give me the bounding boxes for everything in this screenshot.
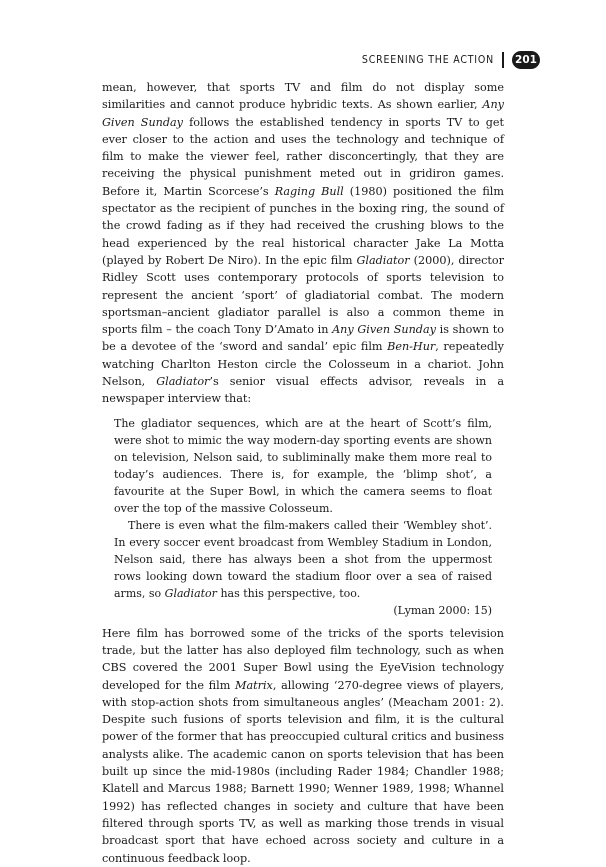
body-text	[102, 79, 504, 867]
page-number: 201	[512, 51, 540, 69]
paragraph-1: mean, however, that sports TV and film do not display some similarities and cannot produce hybridic texts. As shown earlier, Any Given Sunday follows the established tendency in sports TV to get ever closer to the action and uses the technology and technique of film to make the viewer feel, rather disconcertingly, that they are receiving the physical punishment meted out in gridiron games. Before it, Martin Scorcese’s Raging Bull (1980) positioned the film spectator as the recipient of punches in the boxing ring, the sound of the crowd fading as if they had received the crushing blows to the head experienced by the real historical character Jake La Motta (played by Robert De Niro). In the epic film Gladiator (2000), director Ridley Scott uses contemporary protocols of sports television to represent the ancient ‘sport’ of gladiatorial combat. The modern sportsman–ancient gladiator parallel is also a common theme in sports film – the coach Tony D’Amato in Any Given Sunday is shown to be a devotee of the ‘sword and sandal’ epic film Ben-Hur, repeatedly watching Charlton Heston circle the Colosseum in a chariot. John Nelson, Gladiator’s senior visual effects advisor, reveals in a newspaper interview that:	[102, 81, 504, 406]
quote-paragraph-2: There is even what the film-makers called their ‘Wembley shot’. In every soccer event broadcast from Wembley Stadium in London, Nelson said, there has always been a shot from the uppermost rows looking down toward the stadium floor over a sea of raised arms, so Gladiator has this perspective, too.	[114, 518, 492, 600]
film-title: Gladiator	[156, 375, 210, 389]
block-quote	[114, 415, 492, 619]
quote-citation: (Lyman 2000: 15)	[393, 603, 492, 617]
film-title: Raging Bull	[274, 184, 344, 198]
quote-paragraph-1: The gladiator sequences, which are at the heart of Scott’s film, were shot to mimic the way modern-day sporting events are shown on television, Nelson said, to subliminally make them more real to today’s audiences. There is, for example, the ‘blimp shot’, a favourite at the Super Bowl, in which the camera seems to float over the top of the massive Colosseum.	[114, 416, 492, 515]
film-title: Ben-Hur	[387, 340, 436, 354]
film-title: Gladiator	[164, 586, 217, 600]
page-header	[362, 47, 540, 73]
film-title: Any Given Sunday	[332, 323, 436, 337]
paragraph-2: Here film has borrowed some of the tricks of the sports television trade, but the latter has also deployed film technology, such as when CBS covered the 2001 Super Bowl using the EyeVision technology developed for the film Matrix, allowing ‘270-degree views of players, with stop-action shots from simultaneous angles’ (Meacham 2001: 2). Despite such fusions of sports television and film, it is the cultural power of the former that has preoccupied cultural critics and business analysts alike. The academic canon on sports television that has been built up since the mid-1980s (including Rader 1984; Chandler 1988; Klatell and Marcus 1988; Barnett 1990; Wenner 1989, 1998; Whannel 1992) has reflected changes in society and culture that have been filtered through sports TV, as well as marking those trends in visual broadcast sport that have echoed across society and culture in a continuous feedback loop.	[102, 626, 504, 865]
film-title: Matrix	[235, 678, 273, 692]
header-divider	[502, 52, 504, 68]
film-title: Gladiator	[356, 253, 410, 267]
running-head: SCREENING THE ACTION	[361, 54, 494, 66]
film-title: Any Given Sunday	[102, 98, 504, 129]
